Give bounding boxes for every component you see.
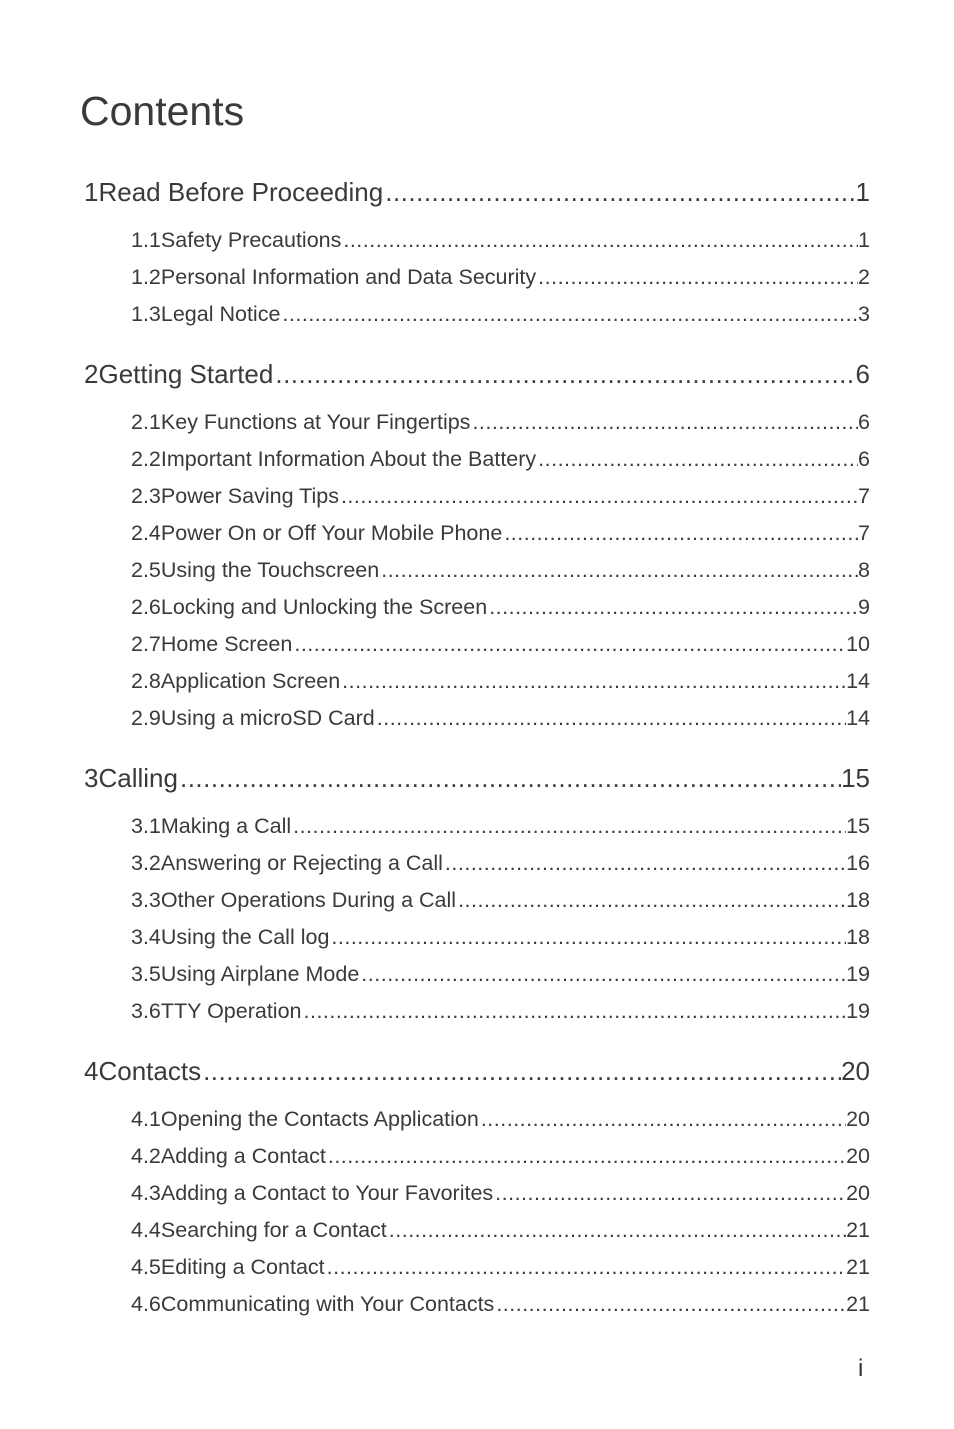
section-page-number: 7 (858, 484, 870, 508)
section-number: 2.6 (131, 595, 161, 619)
section-page-number: 18 (846, 888, 870, 912)
page-title: Contents (80, 88, 245, 134)
section-title: Power Saving Tips (160, 484, 339, 508)
chapter-page-number: 15 (841, 763, 870, 793)
toc-section-entry[interactable] (131, 482, 870, 510)
chapter-title: Getting Started (98, 359, 274, 389)
section-title: Other Operations During a Call (160, 888, 457, 912)
dot-leader (487, 593, 858, 621)
toc-section-entry[interactable] (131, 849, 870, 877)
dot-leader (375, 704, 846, 732)
toc-section-entry[interactable] (131, 667, 870, 695)
section-title: Power On or Off Your Mobile Phone (160, 521, 503, 545)
section-page-number: 16 (846, 851, 870, 875)
section-page-number: 20 (846, 1181, 870, 1205)
chapter-title: Read Before Proceeding (98, 177, 384, 207)
toc-section-entry[interactable] (131, 812, 870, 840)
toc-section-entry[interactable] (131, 300, 870, 328)
dot-leader (292, 630, 846, 658)
section-title: Home Screen (160, 632, 293, 656)
section-page-number: 8 (858, 558, 870, 582)
toc-section-entry[interactable] (131, 1253, 870, 1281)
section-number: 3.4 (131, 925, 161, 949)
toc-section-entry[interactable] (131, 593, 870, 621)
chapter-title: Calling (98, 763, 178, 793)
dot-leader (325, 1253, 846, 1281)
toc-section-entry[interactable] (131, 886, 870, 914)
section-title: Using Airplane Mode (160, 962, 360, 986)
section-title: Answering or Rejecting a Call (160, 851, 443, 875)
section-title: Application Screen (160, 669, 341, 693)
section-number: 3.2 (131, 851, 161, 875)
toc-section-entry[interactable] (131, 1105, 870, 1133)
section-page-number: 21 (846, 1218, 870, 1242)
chapter-number: 2 (84, 359, 99, 389)
dot-leader (302, 997, 847, 1025)
section-page-number: 18 (846, 925, 870, 949)
section-title: Locking and Unlocking the Screen (160, 595, 488, 619)
dot-leader (341, 226, 858, 254)
toc-section-entry[interactable] (131, 630, 870, 658)
toc-section-entry[interactable] (131, 445, 870, 473)
toc-section-entry[interactable] (131, 408, 870, 436)
section-number: 2.7 (131, 632, 161, 656)
toc-section-entry[interactable] (131, 263, 870, 291)
page-number: i (858, 1355, 864, 1382)
section-number: 4.2 (131, 1144, 161, 1168)
dot-leader (536, 445, 858, 473)
chapter-page-number: 6 (855, 359, 870, 389)
dot-leader (340, 667, 846, 695)
section-number: 1.3 (131, 302, 161, 326)
chapter-number: 4 (84, 1056, 99, 1086)
section-title: Personal Information and Data Security (160, 265, 537, 289)
toc-section-entry[interactable] (131, 226, 870, 254)
section-page-number: 7 (858, 521, 870, 545)
toc-chapter-entry[interactable] (84, 1054, 870, 1088)
section-number: 1.1 (131, 228, 161, 252)
dot-leader (201, 1054, 841, 1088)
toc-chapter-entry[interactable] (84, 357, 870, 391)
section-title: Adding a Contact to Your Favorites (160, 1181, 494, 1205)
chapter-number: 1 (84, 177, 99, 207)
section-title: Making a Call (160, 814, 292, 838)
toc-section-entry[interactable] (131, 923, 870, 951)
section-page-number: 6 (858, 410, 870, 434)
section-title: Using the Touchscreen (160, 558, 380, 582)
chapter-page-number: 1 (855, 177, 870, 207)
section-page-number: 14 (846, 706, 870, 730)
toc-section-entry[interactable] (131, 1179, 870, 1207)
section-page-number: 2 (858, 265, 870, 289)
section-page-number: 3 (858, 302, 870, 326)
toc-section-entry[interactable] (131, 960, 870, 988)
toc-section-entry[interactable] (131, 704, 870, 732)
section-number: 2.2 (131, 447, 161, 471)
dot-leader (273, 357, 855, 391)
dot-leader (470, 408, 858, 436)
section-title: Important Information About the Battery (160, 447, 537, 471)
section-page-number: 14 (846, 669, 870, 693)
section-page-number: 21 (846, 1255, 870, 1279)
section-number: 4.3 (131, 1181, 161, 1205)
section-page-number: 10 (846, 632, 870, 656)
section-page-number: 1 (858, 228, 870, 252)
section-page-number: 19 (846, 999, 870, 1023)
section-page-number: 20 (846, 1107, 870, 1131)
section-title: Opening the Contacts Application (160, 1107, 479, 1131)
dot-leader (178, 761, 841, 795)
section-number: 1.2 (131, 265, 161, 289)
section-number: 4.5 (131, 1255, 161, 1279)
section-page-number: 19 (846, 962, 870, 986)
section-title: Safety Precautions (160, 228, 342, 252)
section-title: Editing a Contact (160, 1255, 325, 1279)
section-title: Legal Notice (160, 302, 281, 326)
section-number: 2.4 (131, 521, 161, 545)
dot-leader (387, 1216, 846, 1244)
section-number: 2.1 (131, 410, 161, 434)
dot-leader (379, 556, 858, 584)
section-number: 3.1 (131, 814, 161, 838)
section-title: Adding a Contact (160, 1144, 326, 1168)
section-number: 2.8 (131, 669, 161, 693)
chapter-number: 3 (84, 763, 99, 793)
toc-section-entry[interactable] (131, 997, 870, 1025)
dot-leader (494, 1290, 846, 1318)
dot-leader (443, 849, 846, 877)
chapter-title: Contacts (98, 1056, 202, 1086)
section-title: Communicating with Your Contacts (160, 1292, 495, 1316)
chapter-page-number: 20 (841, 1056, 870, 1086)
section-page-number: 21 (846, 1292, 870, 1316)
dot-leader (479, 1105, 846, 1133)
section-number: 2.9 (131, 706, 161, 730)
dot-leader (280, 300, 858, 328)
dot-leader (326, 1142, 846, 1170)
section-page-number: 20 (846, 1144, 870, 1168)
section-number: 2.3 (131, 484, 161, 508)
toc-section-entry[interactable] (131, 1142, 870, 1170)
toc-section-entry[interactable] (131, 1290, 870, 1318)
section-page-number: 9 (858, 595, 870, 619)
section-number: 2.5 (131, 558, 161, 582)
section-title: Key Functions at Your Fingertips (160, 410, 471, 434)
dot-leader (493, 1179, 846, 1207)
section-title: TTY Operation (160, 999, 302, 1023)
toc-section-entry[interactable] (131, 519, 870, 547)
section-page-number: 15 (846, 814, 870, 838)
section-number: 4.6 (131, 1292, 161, 1316)
section-number: 3.3 (131, 888, 161, 912)
section-number: 3.5 (131, 962, 161, 986)
section-title: Searching for a Contact (160, 1218, 387, 1242)
toc-chapter-entry[interactable] (84, 175, 870, 209)
dot-leader (329, 923, 846, 951)
dot-leader (502, 519, 858, 547)
section-page-number: 6 (858, 447, 870, 471)
toc-section-entry[interactable] (131, 556, 870, 584)
section-title: Using the Call log (160, 925, 330, 949)
dot-leader (536, 263, 858, 291)
dot-leader (383, 175, 855, 209)
section-number: 4.1 (131, 1107, 161, 1131)
section-title: Using a microSD Card (160, 706, 375, 730)
dot-leader (291, 812, 846, 840)
dot-leader (339, 482, 858, 510)
section-number: 4.4 (131, 1218, 161, 1242)
section-number: 3.6 (131, 999, 161, 1023)
toc-section-entry[interactable] (131, 1216, 870, 1244)
dot-leader (359, 960, 846, 988)
dot-leader (456, 886, 846, 914)
toc-chapter-entry[interactable] (84, 761, 870, 795)
